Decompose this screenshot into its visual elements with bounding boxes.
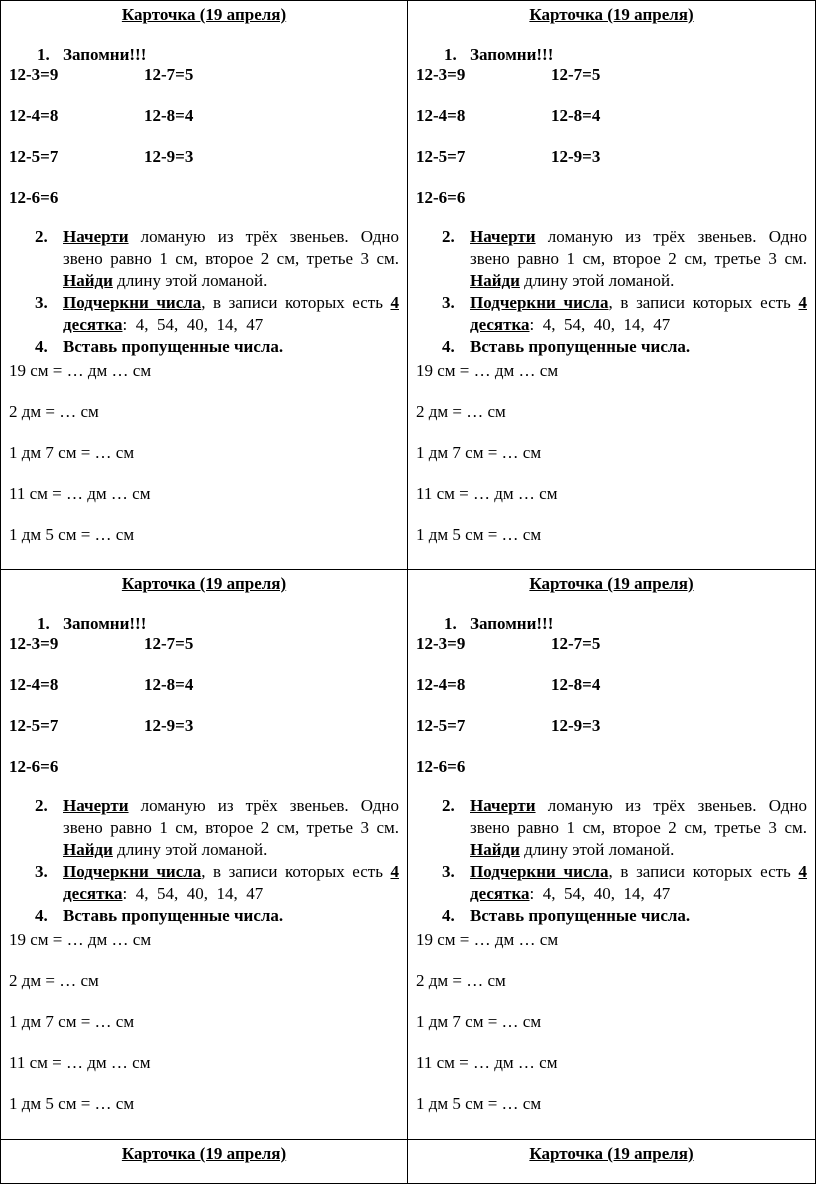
- fill-in-line: 1 дм 7 см = … см: [416, 443, 542, 462]
- fill-in-line: 19 см = … дм … см: [9, 930, 152, 949]
- fill-in-line: 1 дм 7 см = … см: [416, 1012, 542, 1031]
- task-1-heading: [9, 614, 399, 634]
- task-3-key: 4 десятка: [63, 862, 399, 903]
- task-2-verb-find: Найди: [470, 271, 520, 290]
- task-3-key: 4 десятка: [63, 293, 399, 334]
- task-3-text: , в записи которых есть: [201, 293, 391, 312]
- fill-in-line: 2 дм = … см: [9, 971, 99, 990]
- fill-in-line: 11 см = … дм … см: [416, 1053, 558, 1072]
- card-title: Карточка (19 апреля): [121, 5, 287, 24]
- fill-in-line: 11 см = … дм … см: [416, 484, 558, 503]
- task-2-verb-find: Найди: [63, 271, 113, 290]
- task-1-text: Запомни!!!: [63, 45, 147, 64]
- task-3: [9, 861, 399, 905]
- task-3-verb: Подчеркни числа: [63, 862, 202, 881]
- task-3-key: 4 десятка: [470, 293, 807, 334]
- equation-right: 12-9=3: [551, 147, 601, 166]
- equation-right: 12-8=4: [551, 675, 601, 694]
- task-3-numbers: : 4, 54, 40, 14, 47: [529, 315, 671, 334]
- task-3: [416, 861, 807, 905]
- fill-in-line: 19 см = … дм … см: [416, 930, 559, 949]
- task-3-text: , в записи которых есть: [201, 862, 391, 881]
- fill-in-line: 1 дм 5 см = … см: [416, 1094, 542, 1113]
- task-4-text: Вставь пропущенные числа.: [63, 906, 284, 925]
- task-3-key: 4 десятка: [470, 862, 807, 903]
- task-3-text: , в записи которых есть: [608, 862, 799, 881]
- card-title: Карточка (19 апреля): [529, 5, 694, 24]
- equation-left: 12-6=6: [9, 188, 59, 207]
- task-2-text-end: длину этой ломаной.: [519, 271, 675, 290]
- card-title: Карточка (19 апреля): [529, 574, 694, 593]
- equation-row: [416, 716, 807, 736]
- equation-right: 12-7=5: [144, 65, 194, 84]
- task-3-numbers: : 4, 54, 40, 14, 47: [122, 884, 264, 903]
- task-3-verb: Подчеркни числа: [470, 293, 609, 312]
- task-4-text: Вставь пропущенные числа.: [63, 337, 284, 356]
- equation-right: 12-7=5: [551, 634, 601, 653]
- equation-row: [9, 757, 399, 777]
- task-4: [9, 336, 399, 358]
- equation-left: 12-4=8: [9, 106, 59, 125]
- table-border-bottom: [0, 1183, 816, 1184]
- task-1-number: 1.: [37, 45, 50, 64]
- fill-in-line: 1 дм 5 см = … см: [9, 1094, 135, 1113]
- task-3-number: 3.: [35, 293, 48, 312]
- task-4-number: 4.: [442, 906, 455, 925]
- card-middle-right: [408, 570, 815, 1114]
- equation-left: 12-5=7: [416, 716, 466, 735]
- fill-in-line: 2 дм = … см: [416, 402, 506, 421]
- task-2-verb: Начерти: [63, 227, 129, 246]
- card-top-left: [1, 1, 407, 545]
- task-2-number: 2.: [35, 227, 48, 246]
- equation-row: [416, 65, 807, 85]
- equation-row: [9, 634, 399, 654]
- task-3-numbers: : 4, 54, 40, 14, 47: [122, 315, 264, 334]
- task-1-number: 1.: [37, 614, 50, 633]
- task-2-verb-find: Найди: [470, 840, 520, 859]
- equation-left: 12-6=6: [9, 757, 59, 776]
- fill-in-line: 19 см = … дм … см: [416, 361, 559, 380]
- task-4: [416, 905, 807, 927]
- task-2-text-end: длину этой ломаной.: [112, 840, 268, 859]
- task-1-text: Запомни!!!: [63, 614, 147, 633]
- task-4-number: 4.: [35, 906, 48, 925]
- card-bottom-right: [408, 1140, 815, 1164]
- equation-row: [9, 675, 399, 695]
- task-2-verb: Начерти: [470, 227, 536, 246]
- task-3: [9, 292, 399, 336]
- equation-left: 12-6=6: [416, 757, 466, 776]
- task-2-number: 2.: [35, 796, 48, 815]
- equation-left: 12-3=9: [9, 634, 59, 653]
- equation-row: [9, 716, 399, 736]
- fill-in-line: 2 дм = … см: [9, 402, 99, 421]
- card-middle-left: [1, 570, 407, 1114]
- equation-right: 12-9=3: [551, 716, 601, 735]
- equation-left: 12-5=7: [9, 716, 59, 735]
- equation-row: [416, 147, 807, 167]
- task-2-verb: Начерти: [470, 796, 536, 815]
- card-bottom-left: [1, 1140, 407, 1164]
- task-2-verb: Начерти: [63, 796, 129, 815]
- fill-in-line: 19 см = … дм … см: [9, 361, 152, 380]
- equation-row: [416, 106, 807, 126]
- equation-right: 12-7=5: [551, 65, 601, 84]
- equation-left: 12-3=9: [416, 65, 466, 84]
- equation-right: 12-9=3: [144, 147, 194, 166]
- task-3-verb: Подчеркни числа: [63, 293, 202, 312]
- equation-left: 12-4=8: [416, 675, 466, 694]
- task-3-text: , в записи которых есть: [608, 293, 799, 312]
- task-2-text: ломаную из трёх звеньев. Одно звено равно 1 см, второе 2 см, третье 3 см.: [470, 227, 807, 268]
- task-1-number: 1.: [444, 614, 457, 633]
- task-4: [416, 336, 807, 358]
- task-2-number: 2.: [442, 796, 455, 815]
- equation-left: 12-5=7: [9, 147, 59, 166]
- fill-in-line: 11 см = … дм … см: [9, 484, 151, 503]
- task-1-heading: [416, 45, 807, 65]
- equation-right: 12-8=4: [551, 106, 601, 125]
- equation-row: [416, 757, 807, 777]
- task-2: [9, 795, 399, 861]
- equation-right: 12-8=4: [144, 675, 194, 694]
- task-2: [9, 226, 399, 292]
- equation-row: [9, 147, 399, 167]
- task-3-number: 3.: [442, 862, 455, 881]
- equation-row: [416, 188, 807, 208]
- card-title: Карточка (19 апреля): [121, 1144, 287, 1163]
- fill-in-line: 1 дм 7 см = … см: [9, 1012, 135, 1031]
- task-3-number: 3.: [35, 862, 48, 881]
- equation-row: [9, 106, 399, 126]
- equation-row: [416, 675, 807, 695]
- equation-left: 12-5=7: [416, 147, 466, 166]
- task-2-text: ломаную из трёх звеньев. Одно звено равно 1 см, второе 2 см, третье 3 см.: [470, 796, 807, 837]
- task-2-text-end: длину этой ломаной.: [112, 271, 268, 290]
- task-2: [416, 226, 807, 292]
- fill-in-line: 1 дм 5 см = … см: [9, 525, 135, 544]
- task-3-numbers: : 4, 54, 40, 14, 47: [529, 884, 671, 903]
- card-top-right: [408, 1, 815, 545]
- task-3: [416, 292, 807, 336]
- task-2-number: 2.: [442, 227, 455, 246]
- equation-right: 12-9=3: [144, 716, 194, 735]
- task-1-text: Запомни!!!: [470, 45, 554, 64]
- task-4: [9, 905, 399, 927]
- fill-in-line: 11 см = … дм … см: [9, 1053, 151, 1072]
- task-2-text-end: длину этой ломаной.: [519, 840, 675, 859]
- task-1-text: Запомни!!!: [470, 614, 554, 633]
- task-4-number: 4.: [35, 337, 48, 356]
- equation-row: [416, 634, 807, 654]
- equation-left: 12-6=6: [416, 188, 466, 207]
- card-title: Карточка (19 апреля): [121, 574, 287, 593]
- equation-right: 12-7=5: [144, 634, 194, 653]
- fill-in-line: 2 дм = … см: [416, 971, 506, 990]
- equation-right: 12-8=4: [144, 106, 194, 125]
- fill-in-line: 1 дм 7 см = … см: [9, 443, 135, 462]
- task-1-number: 1.: [444, 45, 457, 64]
- task-2-text: ломаную из трёх звеньев. Одно звено равно 1 см, второе 2 см, третье 3 см.: [63, 796, 399, 837]
- task-1-heading: [416, 614, 807, 634]
- fill-in-line: 1 дм 5 см = … см: [416, 525, 542, 544]
- equation-left: 12-3=9: [9, 65, 59, 84]
- equation-left: 12-3=9: [416, 634, 466, 653]
- equation-left: 12-4=8: [416, 106, 466, 125]
- task-3-number: 3.: [442, 293, 455, 312]
- task-4-text: Вставь пропущенные числа.: [470, 906, 691, 925]
- task-2-text: ломаную из трёх звеньев. Одно звено равно 1 см, второе 2 см, третье 3 см.: [63, 227, 399, 268]
- equation-left: 12-4=8: [9, 675, 59, 694]
- task-2: [416, 795, 807, 861]
- task-1-heading: [9, 45, 399, 65]
- card-title: Карточка (19 апреля): [529, 1144, 694, 1163]
- task-3-verb: Подчеркни числа: [470, 862, 609, 881]
- task-2-verb-find: Найди: [63, 840, 113, 859]
- equation-row: [9, 188, 399, 208]
- task-4-number: 4.: [442, 337, 455, 356]
- equation-row: [9, 65, 399, 85]
- task-4-text: Вставь пропущенные числа.: [470, 337, 691, 356]
